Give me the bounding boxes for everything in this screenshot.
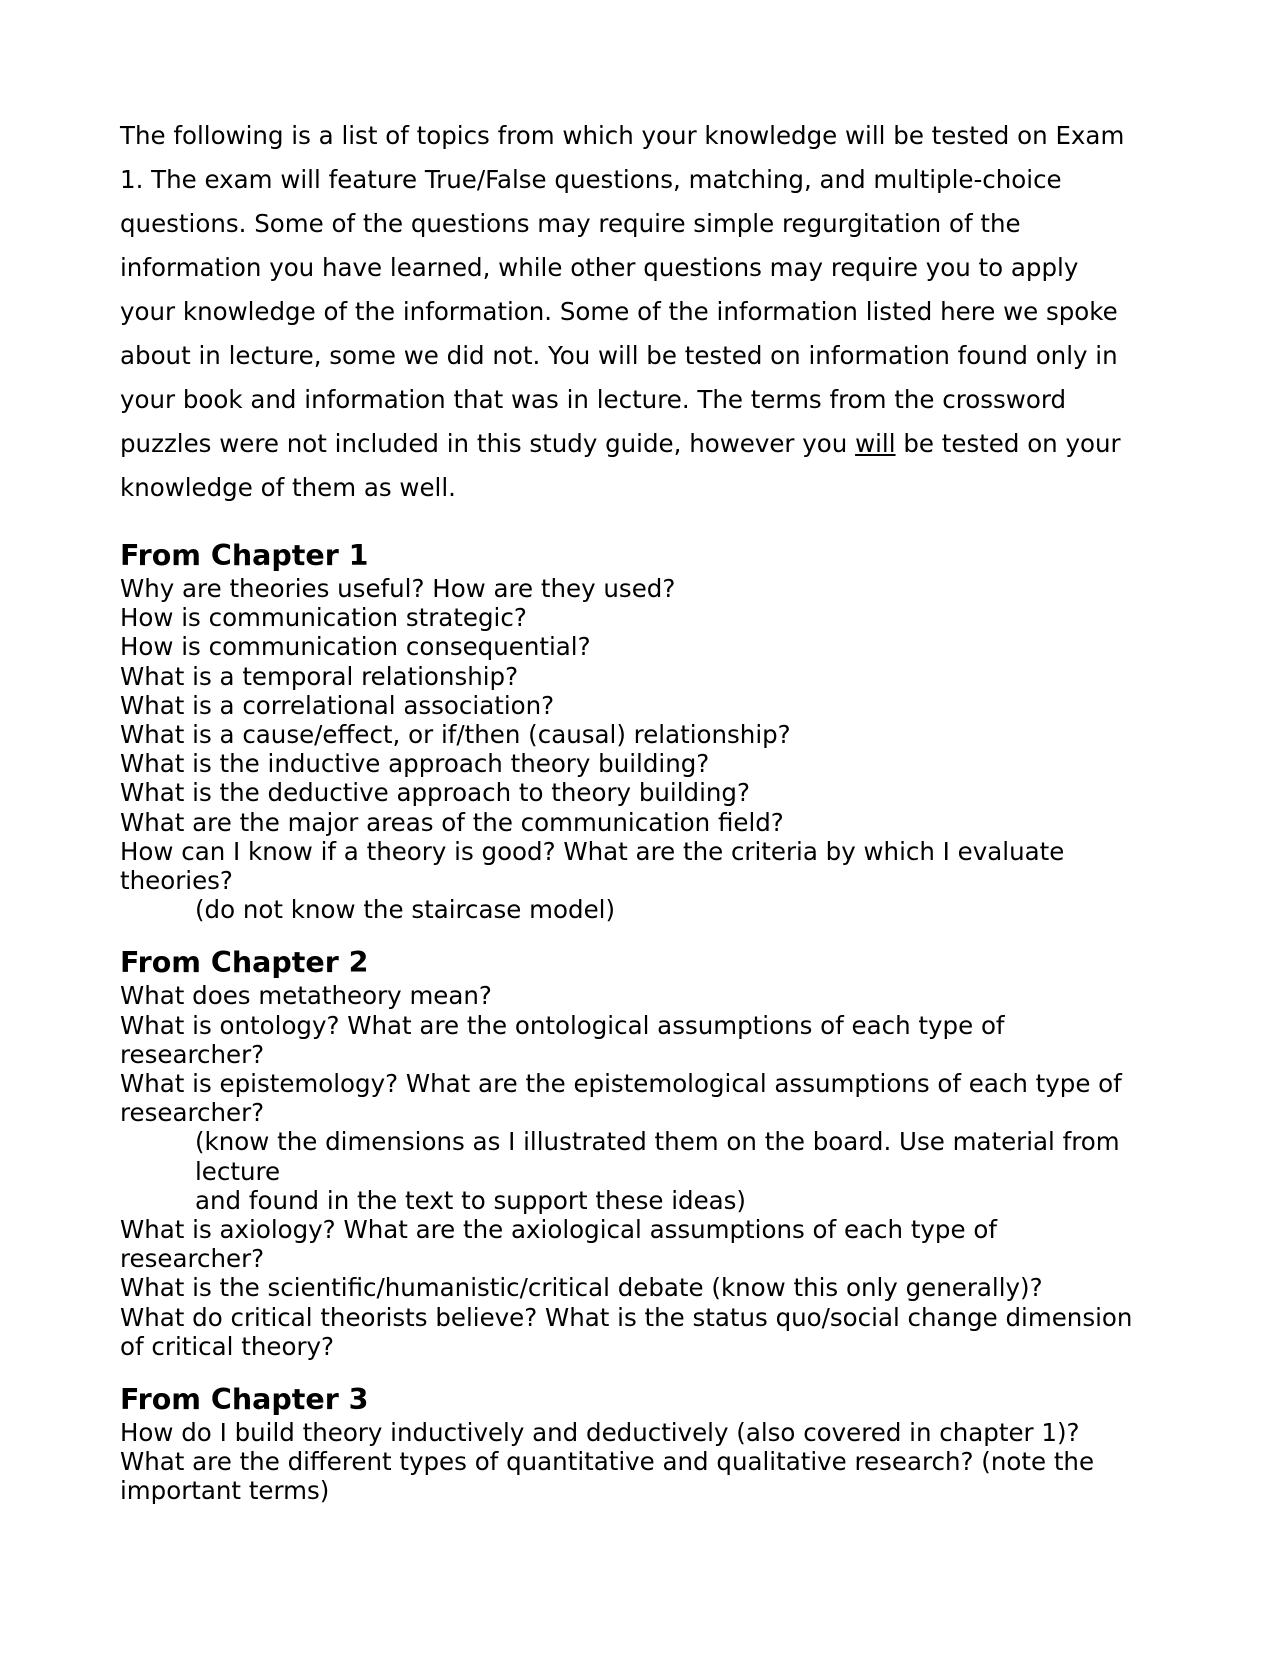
question-line: Why are theories useful? How are they used? — [120, 574, 676, 603]
chapter-1-heading: From Chapter 1 — [120, 539, 369, 572]
chapter-2-section — [120, 946, 1170, 1361]
question-line: What are the major areas of the communication field? — [120, 807, 784, 837]
question-line: researcher? — [120, 1244, 265, 1274]
question-line: What is ontology? What are the ontological assumptions of each type of — [120, 1010, 1005, 1040]
question-line: What is the scientific/humanistic/critical debate (know this only generally)? — [120, 1273, 1043, 1303]
intro-line: 1. The exam will feature True/False questions, matching, and multiple-choice — [120, 165, 1062, 194]
intro-line: knowledge of them as well. — [120, 473, 456, 502]
question-line: important terms) — [120, 1476, 330, 1506]
intro-line: information you have learned, while other questions may require you to apply — [120, 253, 1079, 282]
chapter-3-section — [120, 1383, 1170, 1506]
question-line: How is communication strategic? — [120, 603, 527, 633]
question-line: of critical theory? — [120, 1331, 335, 1361]
intro-line: questions. Some of the questions may require simple regurgitation of the — [120, 209, 1021, 238]
question-line: theories? — [120, 866, 233, 896]
question-line: researcher? — [120, 1039, 265, 1069]
chapter-1-section — [120, 539, 1170, 924]
chapter-2-heading: From Chapter 2 — [120, 946, 369, 980]
question-line: What are the different types of quantitative and qualitative research? (note the — [120, 1447, 1095, 1477]
question-line: What is the deductive approach to theory building? — [120, 778, 750, 808]
intro-line: The following is a list of topics from which your knowledge will be tested on Exam — [120, 121, 1125, 150]
intro-line-with-emphasis — [120, 422, 1170, 466]
intro-paragraph — [120, 114, 1170, 510]
question-line: What do critical theorists believe? What is the status quo/social change dimension — [120, 1302, 1133, 1332]
question-line: How is communication consequential? — [120, 632, 591, 662]
question-line: What is a cause/effect, or if/then (causal) relationship? — [120, 720, 791, 750]
question-note: lecture — [195, 1156, 281, 1186]
question-line: What is a temporal relationship? — [120, 661, 519, 691]
question-note: (do not know the staircase model) — [195, 895, 616, 925]
intro-line-part: be tested on your — [895, 429, 1121, 458]
question-line: What is epistemology? What are the epistemological assumptions of each type of — [120, 1069, 1122, 1099]
chapter-3-heading: From Chapter 3 — [120, 1383, 369, 1417]
question-line: How can I know if a theory is good? What are the criteria by which I evaluate — [120, 836, 1065, 866]
question-note: and found in the text to support these ideas) — [195, 1185, 746, 1215]
question-note: (know the dimensions as I illustrated them on the board. Use material from — [195, 1127, 1120, 1157]
question-line: How do I build theory inductively and deductively (also covered in chapter 1)? — [120, 1418, 1080, 1448]
question-line: What is the inductive approach theory building? — [120, 749, 710, 779]
intro-line: your book and information that was in lecture. The terms from the crossword — [120, 385, 1067, 414]
intro-line: about in lecture, some we did not. You will be tested on information found only in — [120, 341, 1118, 370]
question-line: researcher? — [120, 1098, 265, 1128]
study-guide-page — [120, 114, 1170, 1506]
question-line: What is axiology? What are the axiological assumptions of each type of — [120, 1215, 997, 1245]
intro-line: your knowledge of the information. Some of the information listed here we spoke — [120, 297, 1118, 326]
question-line: What is a correlational association? — [120, 690, 555, 720]
emphasis-will: will — [855, 429, 896, 458]
intro-line-part: puzzles were not included in this study guide, however you — [120, 429, 856, 458]
question-line: What does metatheory mean? — [120, 981, 492, 1011]
